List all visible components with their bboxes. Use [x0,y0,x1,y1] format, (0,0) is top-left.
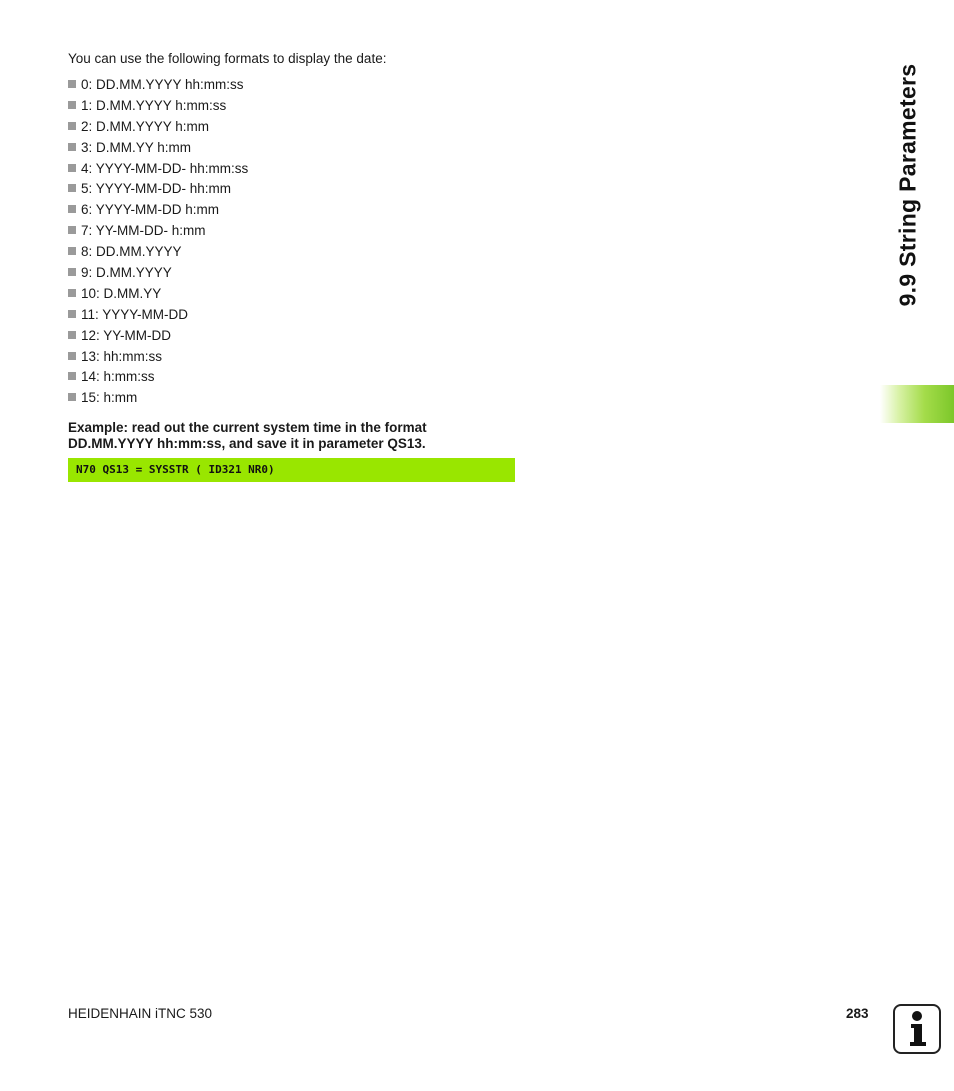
square-bullet-icon [68,310,76,318]
info-icon [893,1004,941,1054]
intro-text: You can use the following formats to display the date: [68,51,387,66]
list-item: 0: DD.MM.YYYY hh:mm:ss [68,76,248,97]
list-item: 9: D.MM.YYYY [68,264,248,285]
square-bullet-icon [68,393,76,401]
section-title-vertical [868,40,948,330]
square-bullet-icon [68,80,76,88]
list-item: 8: DD.MM.YYYY [68,243,248,264]
square-bullet-icon [68,289,76,297]
square-bullet-icon [68,101,76,109]
example-line-2: DD.MM.YYYY hh:mm:ss, and save it in parameter QS13. [68,436,426,451]
example-heading [68,420,528,452]
code-block: N70 QS13 = SYSSTR ( ID321 NR0) [68,458,515,482]
list-item: 10: D.MM.YY [68,285,248,306]
square-bullet-icon [68,226,76,234]
square-bullet-icon [68,143,76,151]
square-bullet-icon [68,247,76,255]
list-item: 1: D.MM.YYYY h:mm:ss [68,97,248,118]
list-item: 11: YYYY-MM-DD [68,306,248,327]
page-number: 283 [846,1006,869,1021]
square-bullet-icon [68,372,76,380]
info-glyph-icon [895,1006,939,1052]
square-bullet-icon [68,352,76,360]
list-item: 14: h:mm:ss [68,368,248,389]
example-line-1: Example: read out the current system time in the format [68,420,427,435]
list-item: 6: YYYY-MM-DD h:mm [68,201,248,222]
square-bullet-icon [68,331,76,339]
list-item: 7: YY-MM-DD- h:mm [68,222,248,243]
chapter-tab [880,385,954,423]
square-bullet-icon [68,184,76,192]
date-format-list [68,76,248,410]
section-title-text: 9.9 String Parameters [894,63,921,307]
square-bullet-icon [68,122,76,130]
footer-product-name: HEIDENHAIN iTNC 530 [68,1006,213,1021]
list-item: 13: hh:mm:ss [68,348,248,369]
square-bullet-icon [68,205,76,213]
list-item: 2: D.MM.YYYY h:mm [68,118,248,139]
square-bullet-icon [68,164,76,172]
list-item: 4: YYYY-MM-DD- hh:mm:ss [68,160,248,181]
list-item: 12: YY-MM-DD [68,327,248,348]
list-item: 3: D.MM.YY h:mm [68,139,248,160]
list-item: 15: h:mm [68,389,248,410]
list-item: 5: YYYY-MM-DD- hh:mm [68,180,248,201]
square-bullet-icon [68,268,76,276]
